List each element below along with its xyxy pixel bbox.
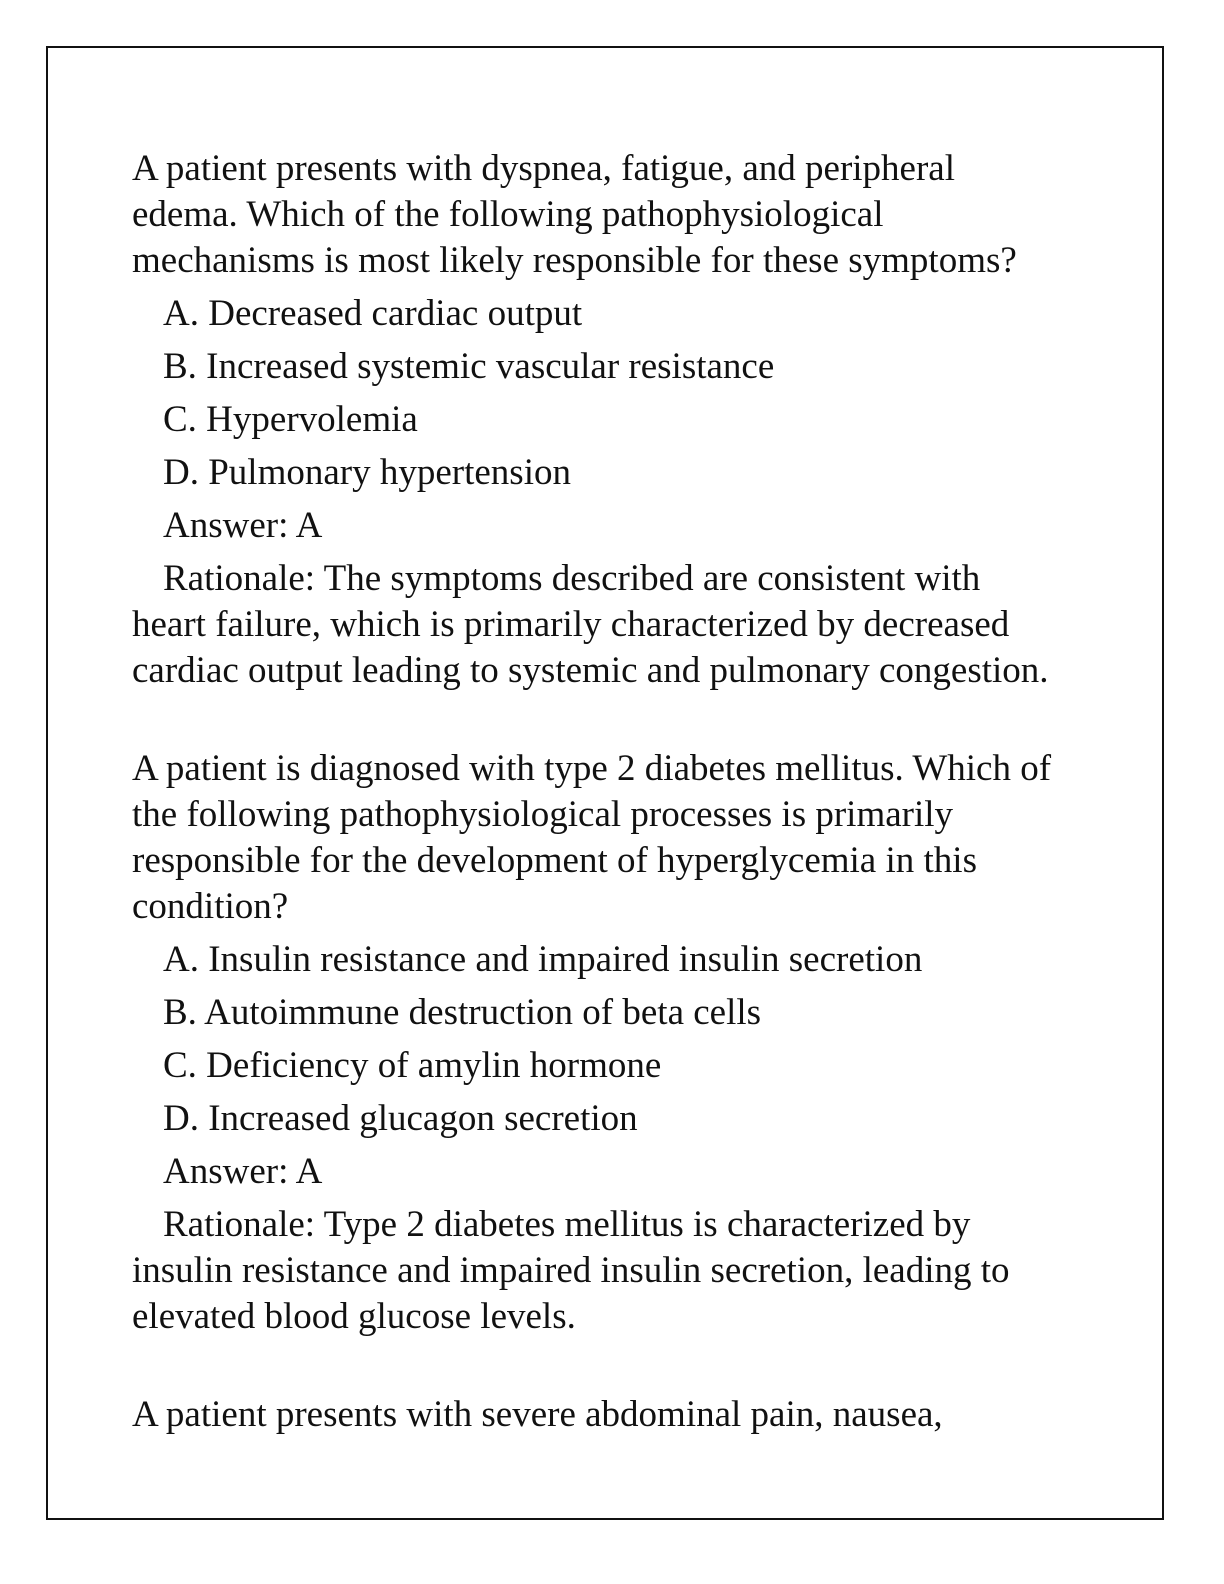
- rationale-text: Rationale: The symptoms described are consistent with heart failure, which is primarily characterized by decreased cardiac output leading to systemic and pulmonary congestion.: [132, 558, 1049, 691]
- question-stem: A patient is diagnosed with type 2 diabetes mellitus. Which of the following pathophysiological processes is primarily responsible for the development of hyperglycemia in this condition?: [132, 748, 1052, 927]
- option-d: D. Increased glucagon secretion: [163, 1098, 638, 1139]
- rationale-text: Rationale: Type 2 diabetes mellitus is characterized by insulin resistance and impaired insulin secretion, leading to elevated blood glucose levels.: [132, 1204, 1010, 1337]
- question-3-partial: [132, 1392, 1052, 1438]
- question-2: [132, 746, 1052, 1340]
- document-body: [132, 146, 1052, 1438]
- answer-line: Answer: A: [163, 505, 323, 546]
- option-b: B. Autoimmune destruction of beta cells: [163, 992, 762, 1033]
- option-b: B. Increased systemic vascular resistance: [163, 346, 775, 387]
- option-a: A. Decreased cardiac output: [163, 293, 583, 334]
- question-stem-cut-off: A patient presents with severe abdominal pain, nausea,: [132, 1394, 943, 1435]
- answer-options: [132, 937, 1052, 1142]
- option-d: D. Pulmonary hypertension: [163, 452, 571, 493]
- option-c: C. Deficiency of amylin hormone: [163, 1045, 662, 1086]
- question-stem: A patient presents with dyspnea, fatigue, and peripheral edema. Which of the following pathophysiological mechanisms is most likely responsible for these symptoms?: [132, 148, 1017, 281]
- answer-options: [132, 291, 1052, 496]
- answer-line: Answer: A: [163, 1151, 323, 1192]
- question-1: [132, 146, 1052, 694]
- option-c: C. Hypervolemia: [163, 399, 418, 440]
- option-a: A. Insulin resistance and impaired insulin secretion: [163, 939, 923, 980]
